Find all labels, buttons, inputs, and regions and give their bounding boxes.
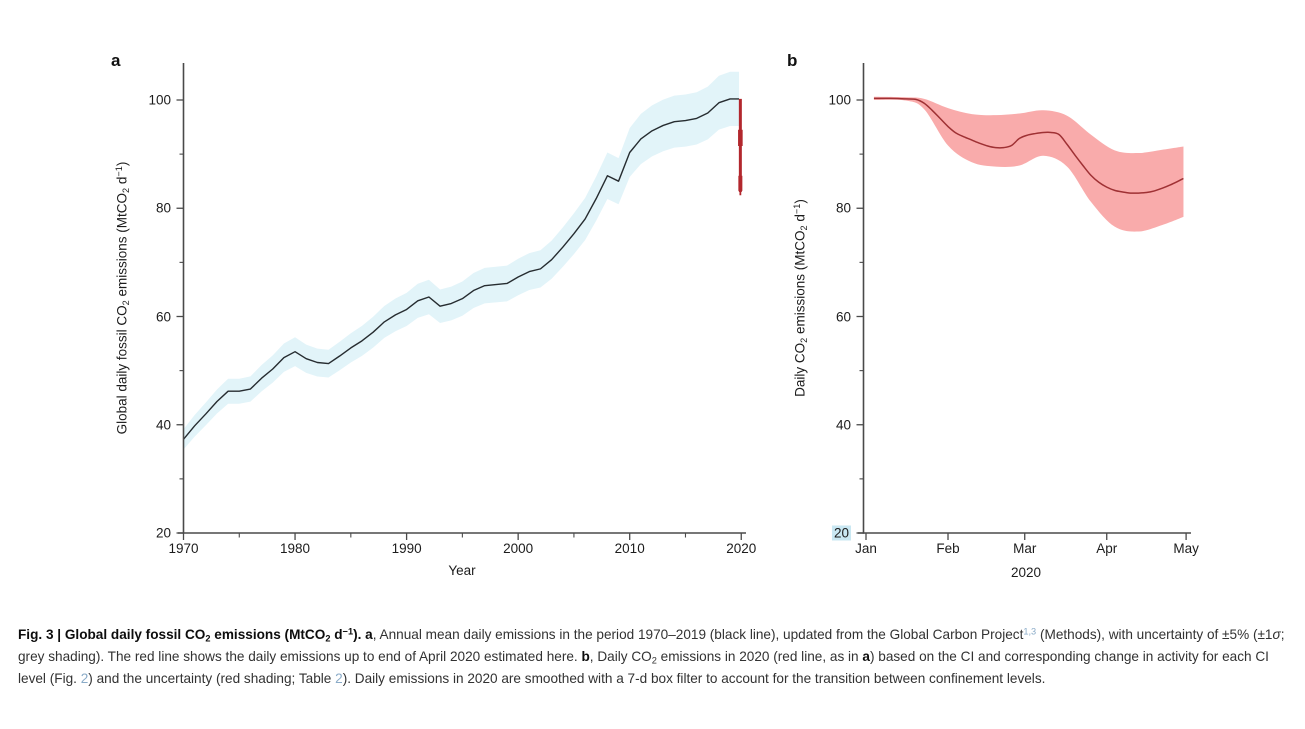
panel-b-y-axis-title — [793, 199, 808, 397]
panel-a-x-tick-label: 2020 — [726, 541, 757, 556]
text-run: 2 — [120, 300, 131, 306]
text-run: 2 — [798, 337, 809, 343]
text-run: d — [114, 176, 130, 188]
text-run: emissions (MtCO — [792, 230, 808, 338]
text-run: emissions (MtCO — [210, 626, 326, 642]
panel-b-x-tick-label: May — [1173, 541, 1199, 556]
panel-a-letter: a — [111, 51, 121, 70]
panel-b-x-tick-label: Jan — [855, 541, 877, 556]
text-run: 2 — [120, 187, 131, 193]
panel-b-y-tick-label: 100 — [828, 92, 851, 108]
panel-b-x-tick-label: Mar — [1013, 541, 1037, 556]
panel-a-x-tick-label: 2000 — [503, 541, 534, 556]
text-run: ) — [792, 199, 808, 204]
panel-a-x-tick-label: 1970 — [168, 541, 199, 556]
text-run: emissions in 2020 (red line, as in — [656, 648, 863, 664]
text-run: , Daily CO — [589, 648, 652, 664]
panel-b-letter: b — [787, 51, 798, 70]
text-run: emissions (MtCO — [114, 192, 130, 301]
text-run: b — [581, 648, 590, 664]
panel-b-x-axis-title: 2020 — [1010, 565, 1042, 580]
text-run: d — [792, 214, 808, 226]
panel-a-x-axis-title: Year — [448, 563, 476, 578]
text-run: , Annual mean daily emissions in the period 1970–2019 (black line), updated from the Global Carbon Project — [372, 626, 1024, 642]
text-run: −1 — [342, 625, 354, 636]
panel-a-y-tick-label: 60 — [155, 309, 171, 324]
panel-a-y-tick-label: 20 — [155, 525, 171, 541]
text-run: ) and the uncertainty (red shading; Table — [88, 671, 336, 687]
panel-a-y-tick-label: 100 — [148, 92, 171, 108]
figure-caption — [18, 624, 1288, 691]
citation-link[interactable]: 2 — [80, 671, 89, 687]
text-run: a — [862, 648, 870, 664]
text-run: ). Daily emissions in 2020 are smoothed with a 7-d box filter to account for the transition between confinement levels. — [342, 671, 1046, 687]
text-run: ; grey shading). The red line shows the daily emissions up to end of April 2020 estimated here. — [18, 626, 1285, 664]
text-run: ). — [353, 626, 366, 642]
panel-a-x-tick-label: 1990 — [391, 541, 422, 556]
text-run: (Methods), with uncertainty of ±5% (±1 — [1036, 626, 1273, 642]
panel-a-x-tick-label: 1980 — [280, 541, 311, 556]
panel-b-y-tick-label: 80 — [835, 200, 851, 216]
text-run: ) based on the CI and corresponding change in activity for each CI level (Fig. — [18, 648, 1269, 687]
text-run: Global daily fossil CO — [114, 305, 130, 435]
panel-a-x-tick-label: 2010 — [614, 541, 645, 556]
text-run: d — [330, 626, 343, 642]
panel-b-uncertainty-band — [874, 97, 1184, 232]
panel-b-x-tick-label: Apr — [1096, 541, 1118, 556]
citation-link[interactable]: 2 — [335, 671, 343, 687]
text-run: −1 — [791, 203, 802, 215]
panel-b-y-tick-label: 20 — [833, 525, 849, 541]
text-run: a — [365, 626, 373, 642]
text-run: ) — [114, 161, 130, 167]
panel-b-y-tick-label: 40 — [835, 417, 851, 433]
panel-a-y-axis-title — [115, 162, 130, 435]
text-run: 2 — [205, 632, 211, 643]
citation-link[interactable]: 1,3 — [1023, 625, 1037, 636]
panel-a-y-tick-label: 40 — [155, 417, 171, 433]
panel-a-y-tick-label: 80 — [155, 200, 171, 216]
text-run: σ — [1272, 626, 1281, 642]
panel-b-y-tick-label: 60 — [835, 309, 851, 324]
text-run: Daily CO — [792, 342, 808, 397]
text-run: Fig. 3 | Global daily fossil CO — [18, 626, 206, 642]
text-run: 2 — [798, 225, 809, 231]
panel-b-x-tick-label: Feb — [936, 541, 960, 556]
text-run: −1 — [113, 166, 124, 177]
text-run: 2 — [325, 632, 331, 643]
text-run: 2 — [651, 655, 657, 666]
